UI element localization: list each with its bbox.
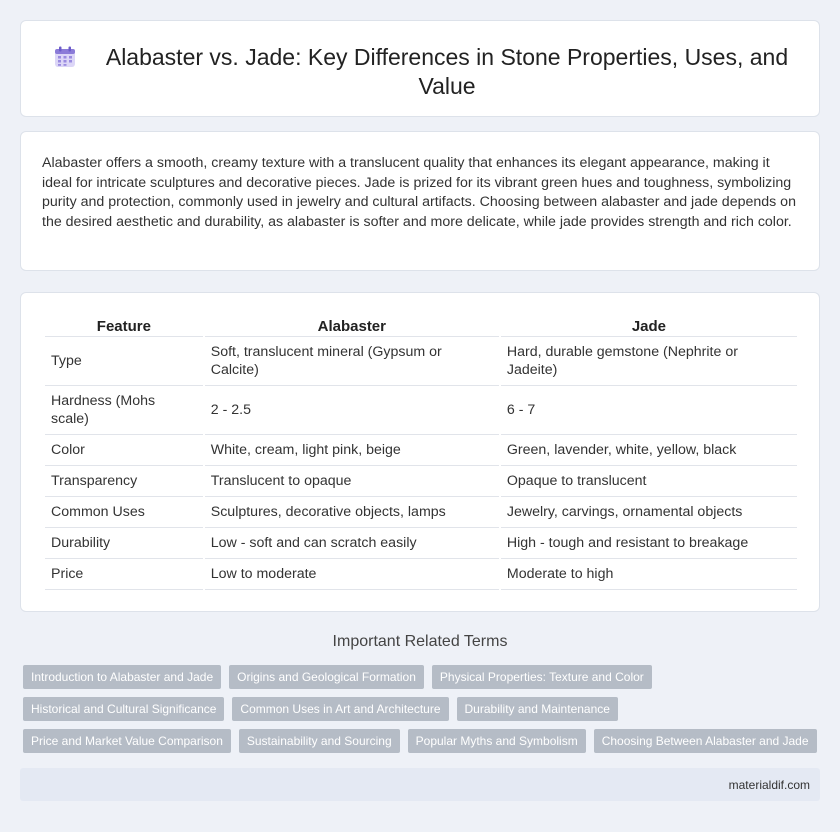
related-terms-title: Important Related Terms: [332, 633, 508, 650]
table-row: [45, 386, 797, 435]
intro-paragraph: Alabaster offers a smooth, creamy texture with a translucent quality that enhances its elegant appearance, making it ideal for intricate sculptures and decorative pieces. Jade is prized for its vibrant green hues and toughness, symbolizing purity and protection, commonly used in jewelry and cultural artifacts. Choosing between alabaster and jade depends on the desired aesthetic and durability, as alabaster is softer and more delicate, while jade provides strength and rich color.: [42, 155, 796, 230]
term-row: [23, 729, 823, 753]
table-cell-alabaster: Translucent to opaque: [205, 466, 499, 497]
table-cell-jade: Jewelry, carvings, ornamental objects: [501, 497, 797, 528]
header-card: [20, 20, 820, 117]
intro-card: [20, 131, 820, 271]
term-tag[interactable]: Price and Market Value Comparison: [23, 729, 231, 753]
site-link[interactable]: materialdif.com: [728, 778, 810, 792]
table-row: [45, 559, 797, 590]
table-cell-alabaster: Low - soft and can scratch easily: [205, 528, 499, 559]
footer: [20, 768, 820, 801]
table-cell-alabaster: Low to moderate: [205, 559, 499, 590]
table-cell-jade: Moderate to high: [501, 559, 797, 590]
table-cell-feature: Transparency: [45, 466, 203, 497]
term-tag[interactable]: Sustainability and Sourcing: [239, 729, 400, 753]
table-cell-feature: Common Uses: [45, 497, 203, 528]
column-header-jade: Jade: [501, 315, 797, 337]
term-tag[interactable]: Introduction to Alabaster and Jade: [23, 665, 221, 689]
table-cell-feature: Hardness (Mohs scale): [45, 386, 203, 435]
table-cell-alabaster: White, cream, light pink, beige: [205, 435, 499, 466]
table-cell-alabaster: Soft, translucent mineral (Gypsum or Calcite): [205, 337, 499, 386]
table-cell-alabaster: 2 - 2.5: [205, 386, 499, 435]
term-tag[interactable]: Popular Myths and Symbolism: [408, 729, 586, 753]
table-cell-jade: Hard, durable gemstone (Nephrite or Jadeite): [501, 337, 797, 386]
term-tag[interactable]: Origins and Geological Formation: [229, 665, 424, 689]
table-header-row: [45, 315, 797, 337]
table-row: [45, 497, 797, 528]
table-cell-feature: Color: [45, 435, 203, 466]
page-title: Alabaster vs. Jade: Key Differences in Stone Properties, Uses, and Value: [105, 44, 789, 99]
term-tag[interactable]: Physical Properties: Texture and Color: [432, 665, 652, 689]
table-row: [45, 466, 797, 497]
column-header-feature: Feature: [45, 315, 203, 337]
table-cell-feature: Type: [45, 337, 203, 386]
term-tag[interactable]: Choosing Between Alabaster and Jade: [594, 729, 817, 753]
table-cell-feature: Price: [45, 559, 203, 590]
table-cell-feature: Durability: [45, 528, 203, 559]
table-row: [45, 528, 797, 559]
table-row: [45, 337, 797, 386]
table-cell-jade: High - tough and resistant to breakage: [501, 528, 797, 559]
term-row: [23, 665, 823, 689]
term-row: [23, 697, 823, 721]
table-cell-jade: Green, lavender, white, yellow, black: [501, 435, 797, 466]
table-cell-jade: 6 - 7: [501, 386, 797, 435]
related-terms: [23, 665, 823, 761]
title-wrap: [51, 43, 799, 101]
term-tag[interactable]: Durability and Maintenance: [457, 697, 618, 721]
term-tag[interactable]: Historical and Cultural Significance: [23, 697, 224, 721]
comparison-card: [20, 292, 820, 612]
comparison-table: [43, 315, 799, 590]
column-header-alabaster: Alabaster: [205, 315, 499, 337]
calendar-icon: [53, 45, 77, 69]
term-tag[interactable]: Common Uses in Art and Architecture: [232, 697, 448, 721]
table-row: [45, 435, 797, 466]
table-cell-alabaster: Sculptures, decorative objects, lamps: [205, 497, 499, 528]
table-cell-jade: Opaque to translucent: [501, 466, 797, 497]
